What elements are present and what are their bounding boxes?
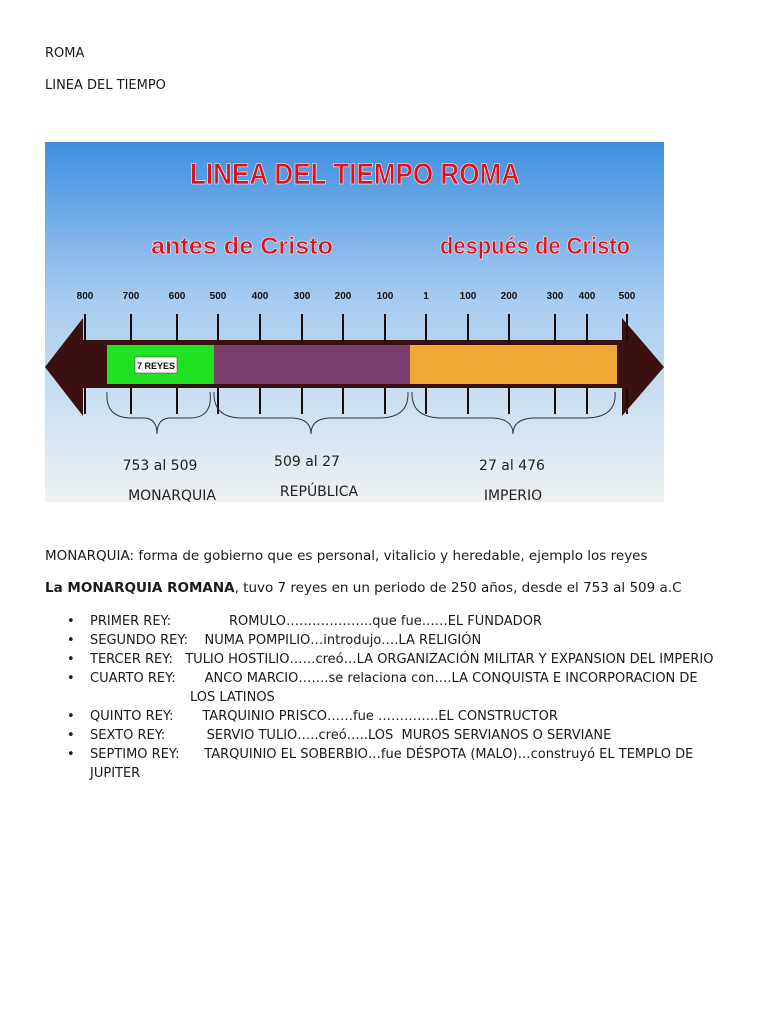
monarquia-name: MONARQUIA bbox=[128, 488, 216, 502]
king-item bbox=[45, 650, 725, 669]
tick-label: 200 bbox=[500, 291, 518, 302]
tick-label: 400 bbox=[578, 291, 596, 302]
king-item bbox=[45, 726, 725, 745]
king-item bbox=[45, 745, 725, 783]
era-ad-label: después de Cristo bbox=[440, 233, 630, 260]
seven-kings-label: 7 REYES bbox=[136, 361, 176, 371]
figure-title: LINEA DEL TIEMPO ROMA bbox=[190, 158, 520, 191]
king-item bbox=[45, 669, 725, 707]
monarquia-range: 753 al 509 bbox=[122, 458, 198, 474]
republica-name: REPÚBLICA bbox=[279, 484, 359, 500]
king-item bbox=[45, 612, 725, 631]
tick-label: 200 bbox=[334, 291, 352, 302]
king-text: SEXTO REY: SERVIO TULIO…..creó…..LOS MUROS SERVIANOS O SERVIANE bbox=[90, 728, 612, 743]
summary-heading: La MONARQUIA ROMANA bbox=[45, 580, 235, 596]
tick-label: 600 bbox=[168, 291, 186, 302]
tick-label: 700 bbox=[122, 291, 140, 302]
king-text-continuation: LOS LATINOS bbox=[190, 690, 275, 705]
tick-label: 500 bbox=[618, 291, 636, 302]
tick-label: 400 bbox=[251, 291, 269, 302]
king-text: SEPTIMO REY: TARQUINIO EL SOBERBIO…fue DÉSPOTA (MALO)…construyó EL TEMPLO DE JUPITER bbox=[90, 747, 698, 781]
tick-label: 300 bbox=[546, 291, 564, 302]
king-item bbox=[45, 707, 725, 726]
imperio-range: 27 al 476 bbox=[479, 458, 545, 474]
king-item bbox=[45, 631, 725, 650]
tick-label: 500 bbox=[209, 291, 227, 302]
imperio-band bbox=[410, 345, 617, 384]
document-subtitle: LINEA DEL TIEMPO bbox=[45, 78, 166, 93]
king-text: QUINTO REY: TARQUINIO PRISCO……fue …………..EL CONSTRUCTOR bbox=[90, 709, 558, 724]
summary-text: , tuvo 7 reyes en un periodo de 250 años, desde el 753 al 509 a.C bbox=[234, 580, 682, 596]
monarquia-definition: MONARQUIA: forma de gobierno que es personal, vitalicio y heredable, ejemplo los reyes bbox=[45, 548, 648, 564]
figure-background bbox=[45, 142, 664, 502]
tick-label: 1 bbox=[423, 291, 429, 302]
document-title: ROMA bbox=[45, 46, 85, 61]
tick-label: 800 bbox=[76, 291, 94, 302]
imperio-name: IMPERIO bbox=[483, 488, 543, 502]
king-text: TERCER REY: TULIO HOSTILIO……creó…LA ORGANIZACIÓN MILITAR Y EXPANSION DEL IMPERIO bbox=[90, 652, 714, 667]
era-bc-label: antes de Cristo bbox=[151, 233, 333, 260]
tick-label: 100 bbox=[459, 291, 477, 302]
kings-list bbox=[45, 612, 725, 783]
timeline-figure bbox=[45, 142, 664, 502]
republica-band bbox=[214, 345, 410, 384]
tick-label: 100 bbox=[376, 291, 394, 302]
king-text: CUARTO REY: ANCO MARCIO…….se relaciona con….LA CONQUISTA E INCORPORACION DE bbox=[90, 671, 698, 686]
republica-range: 509 al 27 bbox=[274, 454, 340, 470]
king-text: PRIMER REY: ROMULO………………..que fue……EL FUNDADOR bbox=[90, 614, 542, 629]
monarquia-summary bbox=[45, 580, 682, 596]
tick-label: 300 bbox=[293, 291, 311, 302]
king-text: SEGUNDO REY: NUMA POMPILIO…introdujo….LA RELIGIÓN bbox=[90, 633, 482, 648]
